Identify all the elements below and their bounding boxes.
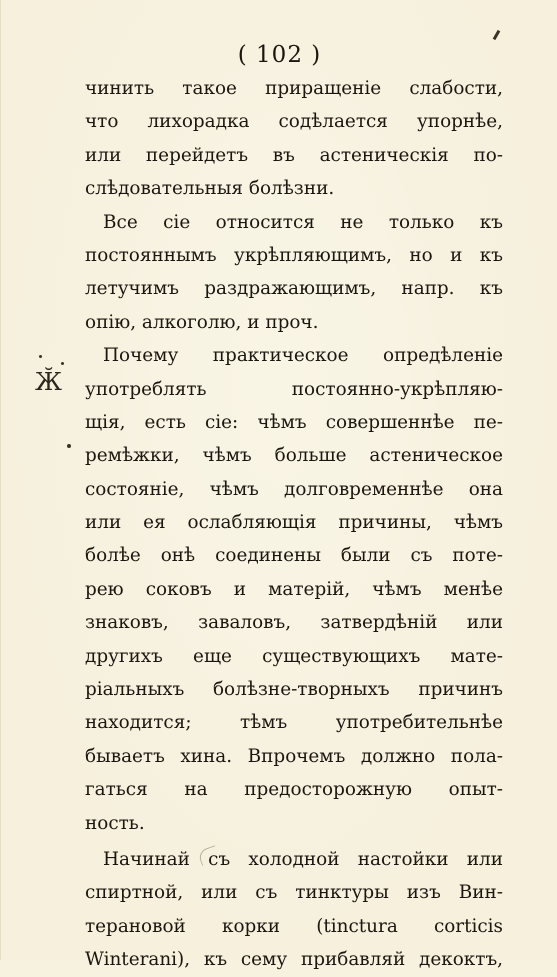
paragraph-start: Все сіе относится не только къ	[103, 211, 503, 233]
text-line: щія, есть сіе: чѣмъ совершеннѣе пе-	[85, 411, 503, 433]
paragraph-start: Почему практическое опредѣленіе	[103, 345, 503, 367]
text-line: гаться на предосторожную опыт-	[85, 779, 503, 801]
ink-speck	[61, 362, 64, 365]
text-line: ность.	[85, 812, 145, 834]
ink-speck	[39, 355, 42, 358]
text-line: знаковъ, заваловъ, затвердѣній или	[85, 612, 503, 634]
text-line: или ея ослабляющія причины, чѣмъ	[85, 512, 503, 534]
text-line: постояннымъ укрѣпляющимъ, но и къ	[85, 244, 503, 266]
page-number: ( 102 )	[237, 42, 322, 68]
text-line: болѣе онѣ соединены были съ поте-	[85, 545, 503, 567]
text-line: слѣдовательныя болѣзни.	[85, 178, 335, 200]
text-line: опію, алкоголю, и проч.	[85, 311, 319, 333]
text-line: рею соковъ и матерій, чѣмъ менѣе	[85, 578, 503, 600]
text-line: терановой корки (tinctura corticis	[85, 915, 503, 937]
text-line: состояніе, чѣмъ долговременнѣе она	[85, 478, 503, 500]
ink-mark	[493, 30, 501, 40]
text-line: ріальныхъ болѣзне-творныхъ причинъ	[85, 679, 503, 701]
text-line: чинить такое приращеніе слабости,	[85, 78, 503, 99]
body-text	[85, 72, 503, 977]
text-line: употреблять постоянно-укрѣпляю-	[85, 378, 503, 400]
text-line: другихъ еще существующихъ мате-	[85, 645, 503, 667]
text-line: что лихорадка содѣлается упорнѣе,	[85, 111, 503, 133]
margin-mark: Ӂ	[35, 368, 62, 396]
text-line: или перейдетъ въ астеническія по-	[85, 144, 503, 166]
text-line: бываетъ хина. Впрочемъ должно пола-	[85, 745, 503, 767]
text-line: спиртной, или съ тинктуры изъ Вин-	[85, 882, 503, 904]
text-line: Winterani), къ сему прибавляй декоктъ,	[85, 949, 503, 971]
paragraph-start: Начинай съ холодной настойки или	[103, 848, 503, 870]
ink-speck	[67, 444, 71, 448]
text-line: находится; тѣмъ употребительнѣе	[85, 712, 503, 734]
text-line: ремѣжки, чѣмъ больше астеническое	[85, 445, 503, 467]
text-line: летучимъ раздражающимъ, напр. къ	[85, 278, 503, 300]
